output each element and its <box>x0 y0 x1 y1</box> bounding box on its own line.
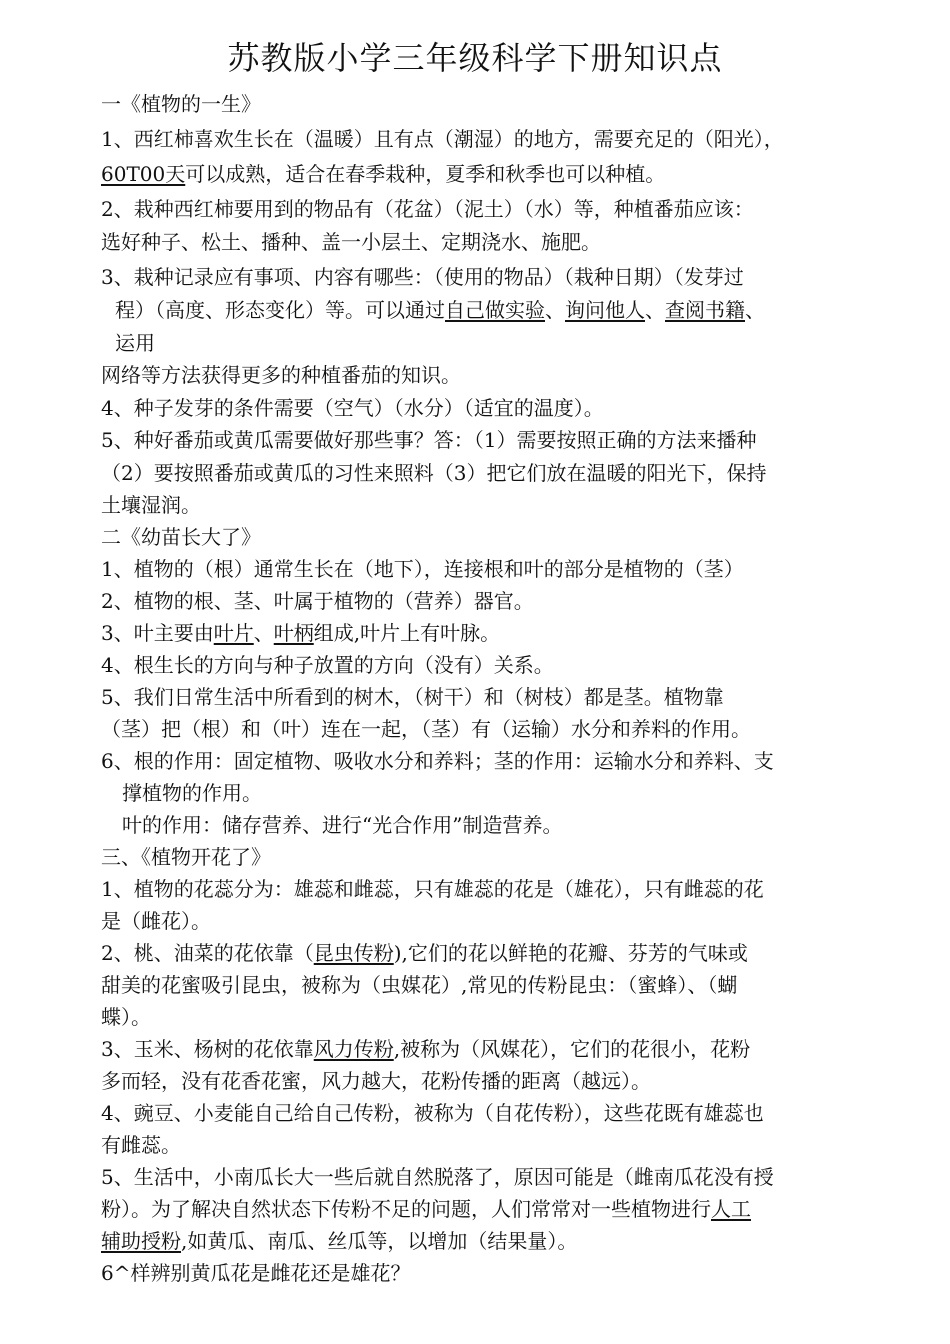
text-line <box>101 1130 181 1160</box>
underlined-text: 查阅书籍 <box>665 298 745 322</box>
text-segment: 有雌蕊。 <box>101 1133 181 1157</box>
underlined-text: 辅助授粉 <box>101 1229 181 1253</box>
underlined-text: 自己做实验 <box>445 298 545 322</box>
text-segment: 1、西红柿喜欢生长在（温暖）且有点（潮湿）的地方，需要充足的（阳光）， <box>101 127 784 151</box>
text-segment: ),它们的花以鲜艳的花瓣、芬芳的气味或 <box>393 941 748 965</box>
text-line <box>101 970 737 1000</box>
underlined-text: 叶柄 <box>273 621 314 645</box>
text-segment: 、 <box>645 298 665 322</box>
text-segment: 叶的作用：储存营养、进行“光合作用”制造营养。 <box>122 813 563 837</box>
text-segment: 1、植物的（根）通常生长在（地下），连接根和叶的部分是植物的（茎） <box>101 557 744 581</box>
underlined-text: 询问他人 <box>565 298 645 322</box>
text-segment: 2、植物的根、茎、叶属于植物的（营养）器官。 <box>101 589 534 613</box>
text-line <box>101 490 201 520</box>
text-segment: 多而轻，没有花香花蜜，风力越大，花粉传播的距离（越远）。 <box>101 1069 651 1093</box>
text-line <box>101 522 261 552</box>
text-line <box>101 393 604 423</box>
text-line <box>101 262 744 292</box>
text-segment: 1、植物的花蕊分为：雄蕊和雌蕊，只有雄蕊的花是（雄花），只有雌蕊的花 <box>101 877 764 901</box>
text-line <box>101 906 211 936</box>
text-segment: 、 <box>253 621 274 645</box>
text-segment: 5、我们日常生活中所看到的树木，（树干）和（树枝）都是茎。植物靠 <box>101 685 724 709</box>
text-line <box>101 1226 577 1256</box>
document-title: 苏教版小学三年级科学下册知识点 <box>227 39 723 77</box>
text-segment: 4、豌豆、小麦能自己给自己传粉，被称为（自花传粉），这些花既有雄蕊也 <box>101 1101 764 1125</box>
text-line <box>101 194 754 224</box>
text-line <box>101 554 744 584</box>
text-line <box>101 1002 151 1032</box>
text-line <box>101 746 774 776</box>
text-segment: 一《植物的一生》 <box>101 92 261 116</box>
underlined-text: 风力传粉 <box>313 1037 394 1061</box>
text-segment: 3、玉米、杨树的花依靠 <box>101 1037 314 1061</box>
text-segment: 、 <box>745 298 765 322</box>
text-segment: 5、种好番茄或黄瓜需要做好那些事？答：（1）需要按照正确的方法来播种 <box>101 428 757 452</box>
text-segment: （2）要按照番茄或黄瓜的习性来照料（3）把它们放在温暖的阳光下，保持 <box>101 461 767 485</box>
text-segment: 4、根生长的方向与种子放置的方向（没有）关系。 <box>101 653 554 677</box>
text-line <box>101 227 601 257</box>
text-segment: 2、栽种西红柿要用到的物品有（花盆）（泥土）（水）等，种植番茄应该： <box>101 197 754 221</box>
text-segment: 网络等方法获得更多的种植番茄的知识。 <box>101 363 461 387</box>
text-line <box>122 778 262 808</box>
text-segment: 蝶）。 <box>101 1005 151 1029</box>
text-line <box>115 295 765 325</box>
text-segment: 土壤湿润。 <box>101 493 201 517</box>
text-segment: 程）（高度、形态变化）等。可以通过 <box>115 298 445 322</box>
text-segment: （茎）把（根）和（叶）连在一起，（茎）有（运输）水分和养料的作用。 <box>101 717 751 741</box>
text-segment: 二《幼苗长大了》 <box>101 525 261 549</box>
text-segment: 组成,叶片上有叶脉。 <box>313 621 501 645</box>
text-line <box>101 458 766 488</box>
text-line <box>101 1066 651 1096</box>
text-line <box>101 89 261 119</box>
text-line <box>101 425 756 455</box>
text-segment: 4、种子发芽的条件需要（空气）（水分）（适宜的温度）。 <box>101 396 604 420</box>
text-line <box>101 650 554 680</box>
text-line <box>101 938 748 968</box>
underlined-text: 叶片 <box>213 621 254 645</box>
text-segment: 甜美的花蜜吸引昆虫，被称为（虫媒花）,常见的传粉昆虫：（蜜蜂）、（蝴 <box>101 973 738 997</box>
text-segment: 2、桃、油菜的花依靠（ <box>101 941 314 965</box>
text-segment: 粉）。为了解决自然状态下传粉不足的问题，人们常常对一些植物进行 <box>101 1197 711 1221</box>
text-line <box>101 1258 410 1288</box>
text-segment: 3、叶主要由 <box>101 621 214 645</box>
text-line <box>101 159 665 189</box>
text-line <box>101 124 784 154</box>
text-line <box>101 682 724 712</box>
text-line <box>101 1194 751 1224</box>
text-segment: 6^样辨别黄瓜花是雌花还是雄花？ <box>101 1261 411 1285</box>
text-segment: 撑植物的作用。 <box>122 781 262 805</box>
text-segment: 选好种子、松土、播种、盖一小层土、定期浇水、施肥。 <box>101 230 601 254</box>
text-segment: 3、栽种记录应有事项、内容有哪些：（使用的物品）（栽种日期）（发芽过 <box>101 265 744 289</box>
text-segment: 5、生活中，小南瓜长大一些后就自然脱落了，原因可能是（雌南瓜花没有授 <box>101 1165 774 1189</box>
text-line <box>101 714 751 744</box>
underlined-text: 昆虫传粉 <box>313 941 394 965</box>
text-line <box>101 1162 774 1192</box>
text-line <box>101 586 534 616</box>
text-segment: 、 <box>545 298 565 322</box>
underlined-text: 人工 <box>711 1197 751 1221</box>
text-line <box>101 360 461 390</box>
text-line <box>101 874 764 904</box>
text-line <box>101 618 500 648</box>
text-segment: 运用 <box>115 331 155 355</box>
text-line <box>101 1034 750 1064</box>
text-segment: 三、《植物开花了》 <box>101 845 271 869</box>
text-line <box>122 810 562 840</box>
text-segment: ,如黄瓜、南瓜、丝瓜等，以增加（结果量）。 <box>181 1229 578 1253</box>
text-line <box>101 1098 764 1128</box>
text-segment: 可以成熟，适合在春季栽种，夏季和秋季也可以种植。 <box>185 162 666 186</box>
text-line <box>115 328 155 358</box>
text-line <box>101 842 271 872</box>
text-segment: ,被称为（风媒花），它们的花很小，花粉 <box>393 1037 751 1061</box>
underlined-text: 60T00天 <box>101 162 186 186</box>
text-segment: 6、根的作用：固定植物、吸收水分和养料；茎的作用：运输水分和养料、支 <box>101 749 774 773</box>
text-segment: 是（雌花）。 <box>101 909 211 933</box>
